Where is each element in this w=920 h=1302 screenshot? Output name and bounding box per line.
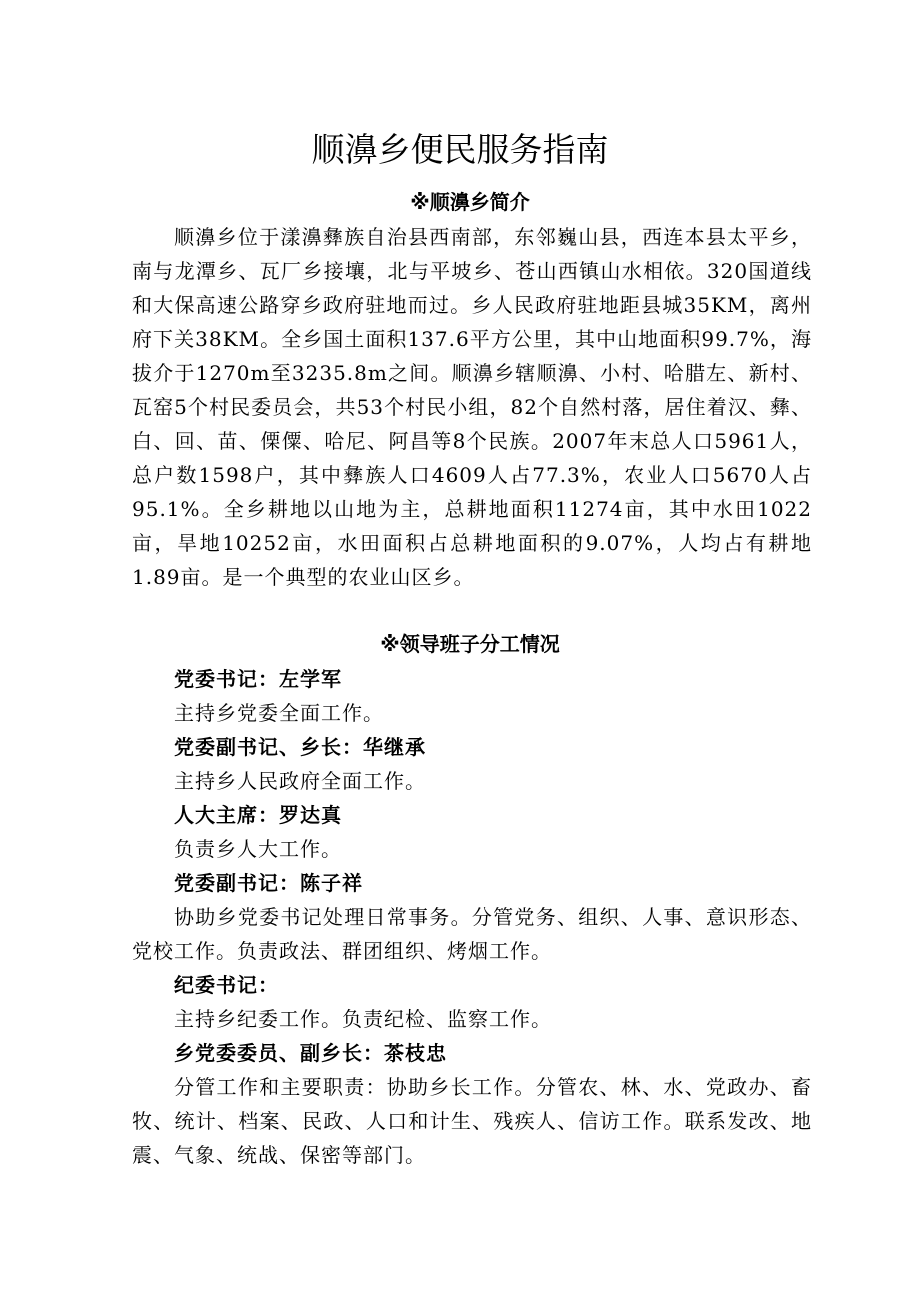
leadership-heading: ※领导班子分工情况: [380, 632, 560, 656]
intro-heading: ※顺濞乡简介: [410, 190, 530, 214]
document-title: 顺濞乡便民服务指南: [311, 130, 609, 169]
leader-entry: [132, 730, 812, 798]
leader-duty: 协助乡党委书记处理日常事务。分管党务、组织、人事、意识形态、党校工作。负责政法、群团组织、烤烟工作。: [132, 905, 812, 963]
leader-duty: 主持乡纪委工作。负责纪检、监察工作。: [174, 1007, 552, 1031]
leader-entry: [132, 662, 812, 730]
leader-entry: [132, 866, 812, 968]
leader-duty: 分管工作和主要职责：协助乡长工作。分管农、林、水、党政办、畜牧、统计、档案、民政、人口和计生、残疾人、信访工作。联系发改、地震、气象、统战、保密等部门。: [132, 1075, 812, 1167]
leader-entry: [132, 798, 812, 866]
leader-role: 党委书记：左学军: [174, 667, 342, 691]
leader-role: 乡党委委员、副乡长：茶枝忠: [174, 1041, 447, 1065]
leader-entry: [132, 1036, 812, 1172]
leader-entry: [132, 968, 812, 1036]
leader-duty: 负责乡人大工作。: [174, 837, 342, 861]
leadership-section: [132, 662, 812, 1172]
intro-paragraph: 顺濞乡位于漾濞彝族自治县西南部，东邻巍山县，西连本县太平乡，南与龙潭乡、瓦厂乡接壤，北与平坡乡、苍山西镇山水相依。320国道线和大保高速公路穿乡政府驻地而过。乡人民政府驻地距县城35KM，离州府下关38KM。全乡国土面积137.6平方公里，其中山地面积99.7%，海拔介于1270m至3235.8m之间。顺濞乡辖顺濞、小村、哈腊左、新村、瓦窑5个村民委员会，共53个村民小组，82个自然村落，居住着汉、彝、白、回、苗、傈僳、哈尼、阿昌等8个民族。2007年末总人口5961人，总户数1598户，其中彝族人口4609人占77.3%，农业人口5670人占95.1%。全乡耕地以山地为主，总耕地面积11274亩，其中水田1022亩，旱地10252亩，水田面积占总耕地面积的9.07%，人均占有耕地1.89亩。是一个典型的农业山区乡。: [132, 225, 812, 589]
leader-duty: 主持乡党委全面工作。: [174, 701, 384, 725]
leader-role: 党委副书记、乡长：华继承: [174, 735, 426, 759]
leader-role: 纪委书记：: [174, 973, 279, 997]
intro-section: [132, 220, 812, 594]
leader-role: 党委副书记：陈子祥: [174, 871, 363, 895]
leader-duty: 主持乡人民政府全面工作。: [174, 769, 426, 793]
leader-role: 人大主席：罗达真: [174, 803, 342, 827]
